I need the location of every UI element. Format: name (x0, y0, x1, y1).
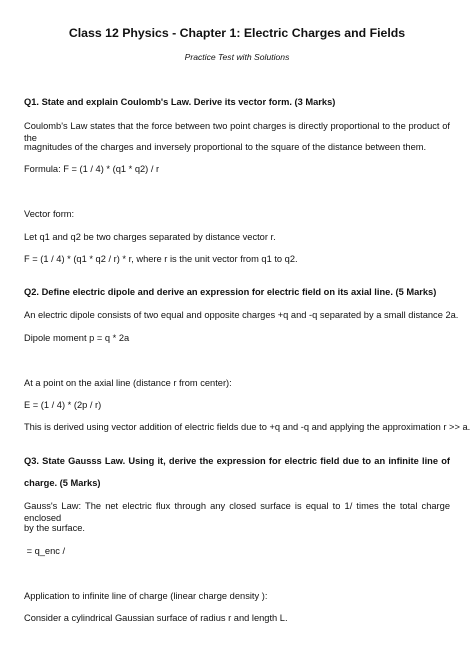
question-3-heading: Q3. State Gausss Law. Using it, derive the expression for electric field due to an infinite line of (24, 456, 450, 466)
question-2-formula: Dipole moment p = q * 2a (24, 333, 130, 343)
question-1-text-line: Coulomb's Law states that the force between two point charges is directly proportional to the product of the (24, 121, 450, 143)
question-1-formula: Formula: F = (1 / 4) * (q1 * q2) / r (24, 164, 160, 174)
document-subtitle: Practice Test with Solutions (184, 52, 290, 62)
question-1-text-line: Let q1 and q2 be two charges separated by distance vector r. (24, 232, 276, 242)
question-3-heading-continued: charge. (5 Marks) (24, 478, 101, 488)
question-2-text-line: An electric dipole consists of two equal and opposite charges +q and -q separated by a small distance 2a. (24, 310, 459, 320)
question-1-text-line: Vector form: (24, 209, 75, 219)
question-3-text-line: Gauss's Law: The net electric flux through any closed surface is equal to 1/ times the total charge enclosed (24, 501, 450, 523)
question-3-formula: = q_enc / (24, 546, 66, 556)
question-2-text-line: At a point on the axial line (distance r from center): (24, 378, 232, 388)
document-title: Class 12 Physics - Chapter 1: Electric Charges and Fields (68, 26, 406, 40)
question-3-text-line: Application to infinite line of charge (linear charge density ): (24, 591, 268, 601)
question-2-heading: Q2. Define electric dipole and derive an expression for electric field on its axial line. (5 Marks) (24, 287, 437, 297)
question-2-text-line: This is derived using vector addition of electric fields due to +q and -q and applying the approximation r >> a. (24, 422, 471, 432)
question-3-text-line: Consider a cylindrical Gaussian surface of radius r and length L. (24, 613, 288, 623)
question-3-text-line: by the surface. (24, 523, 85, 533)
question-2-formula: E = (1 / 4) * (2p / r) (24, 400, 102, 410)
question-1-text-line: magnitudes of the charges and inversely proportional to the square of the distance between them. (24, 142, 427, 152)
question-1-heading: Q1. State and explain Coulomb's Law. Derive its vector form. (3 Marks) (24, 97, 336, 107)
question-1-formula: F = (1 / 4) * (q1 * q2 / r) * r, where r is the unit vector from q1 to q2. (24, 254, 298, 264)
